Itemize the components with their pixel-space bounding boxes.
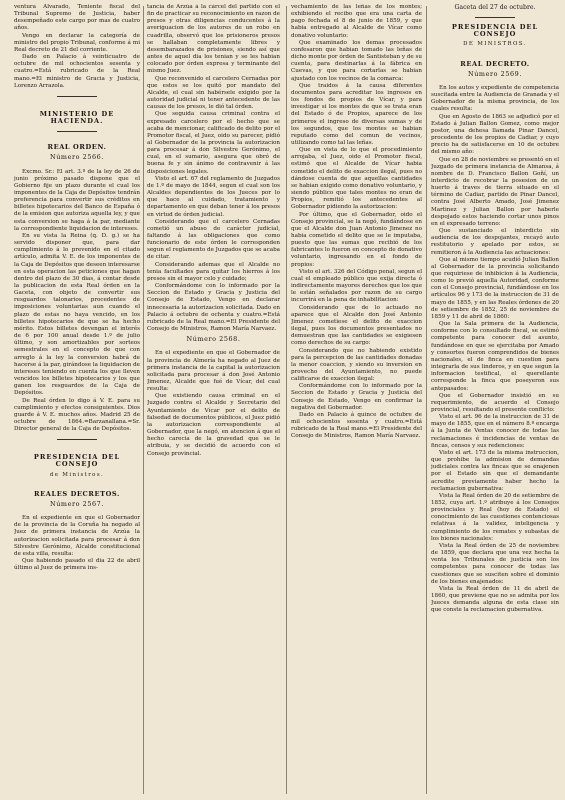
separator [57,439,97,440]
decree-number: Número 2569. [468,69,522,78]
decree-number: Número 2568. [186,335,241,344]
paragraph: Vista la Real órden de 11 de abril de 1860, que previene que no se admita por los Jueces demanda alguna de esta clase sin que conste la reclamacion gubernativa. [431,585,559,614]
paragraph: En los autos y expediente de competencia suscitada entre la Audiencia de Granada y el Gobernador de la misma provincia, de los cuales resulta: [431,84,559,113]
paragraph: Por último, que el Gobernador, oido el Consejo provincial, se la negó, fundándose en que el Alcalde don Juan Antonio Jimenez no habia cometido el delito que se le imputaba, puesto que las sumas que recibió de los fabricantes lo fueron en concepto de donativo voluntario, ingresando en el fondo de propios: [291,211,422,268]
paragraph: Que en 28 de noviembre se presentó en el Juzgado de primera instancia de Almansa, á nombre de D. Francisco Ballon Goñí, un interdicto de recobrar la posesion de un huerto á traves de tierra situado en el término de Cadiar, partido de Pinar Dancel, contra José Alberto Amado, José Jimenez Martinez y Julian Ballon por haberle despojado estos haciendo cortar unos pinos en el expresado terreno: [431,156,559,227]
column-rule [426,6,427,794]
paragraph: De Real órden lo digo á V. E. para su cumplimiento y efectos consiguientes. Dios guarde á V. E. muchos años. Madrid 25 de octubre de 1864.=Barzanallana.=Sr. Director general de la Caja de Depósitos. [14,397,140,433]
paragraph: Vista la Real órden de 25 de noviembre de 1859, que declara que una vez hecha la venta los Tribunales de justicia son los competentes para conocer de todas las cuestiones que se susciten sobre el dominio de los bienes enajenados: [431,542,559,585]
paragraph: Que al mismo tiempo acudió Julian Ballon al Gobernador de la provincia solicitando que requiriese de inhibicion á la Audiencia, como lo previó aquella Autoridad, conforme con el Consejo provincial, fundándose en los artículos 96 y 173 de la instruccion de 31 de mayo de 1855, y en las Reales órdenes de 20 de setiembre de 1852, 25 de noviembre de 1859 y 11 de abril de 1860: [431,256,559,320]
decree-heading: REALES DECRETOS. [34,489,120,498]
paragraph: Considerando que de lo actuado no aparece que el Alcalde don José Antonio Jimenez cometiese el delito de exaccion ilegal, pues los documentos presentados no demuestran que las cantidades se exigiesen como derechos de su cargo: [291,304,422,347]
paragraph: Que existiendo causa criminal en el Juzgado contra el Alcalde y Secretario del Ayuntamiento de Vícar por el delito de falsedad de documentos públicos, el Juez pidió la autorizacion correspondiente al Gobernador, que la negó, en atencion á que el hecho carecia de la gravedad que se le atribuia, y se decidió de acuerdo con el Consejo provincial. [147,393,280,457]
paragraph: Que el Gobernador insistió en su requerimiento, de acuerdo el Consejo provincial, resultando el presente conflicto: [431,392,559,413]
section-heading: PRESIDENCIA DEL CONSEJO [451,23,539,39]
paragraph: Visto el art. 96 de la instruccion de 31 de mayo de 1855, que en el número 8.º encarga á la Junta de Ventas conocer de todas las reclamaciones é incidencias de ventas de fincas, censos y sus redenciones: [431,414,559,449]
column-rule [143,6,144,794]
paragraph: Conformándome con lo informado por la Seccion de Estado y Gracia y Justicia del Consejo de Estado, Vengo en declarar innecesaria la autorizacion solicitada. Dado en Palacio á octubre de ochenta y cuatro.=Está rubricado de la Real mano.=El Presidente del Consejo de Ministros, Ramon María Narvaez. [147,283,280,333]
paragraph: Excmo. Sr.: El art. 3.º de la ley de 26 de junio próximo pasado dispone que el Gobierno fije un plazo durante el cual los imponentes de la Caja de Depósitos tendrán preferencia para convertir sus créditos en billetes hipotecarios del Banco de España ó de la emision que autoriza aquella ley, y que esta conversion se haga á la par, mediante la correspondiente liquidacion de intereses. [14,168,140,232]
separator [57,96,97,97]
column-rule [286,6,287,794]
paragraph: Visto el art. 67 del reglamento de Juzgados de 1.º de mayo de 1844, segun el cual son los Alcaldes dependientes de los Jueces por lo que hace al cuidado, tratamiento y departamento en que deban tener á los presos en virtud de órden judicial. [147,175,280,218]
paragraph: Considerando ademas que el Alcalde no tenia facultades para quitar los hierros á los presos sin el mayor celo y cuidado; [147,261,280,282]
paragraph: Visto el art. 326 del Código penal, segun el cual el empleado público que exija directa ó indirectamente mayores derechos que los que le están señalados por razon de su cargo incurrirá en la pena de inhabilitacion: [291,268,422,304]
paragraph: Que reconvenido el carcelero Cernadas por que estos se los quitó por mandato del Alcalde, el cual sin habérsele exigido por la autoridad judicial ni tener antecedente de las causas de los presos, le dió tal órden. [147,75,280,111]
issue-dateline: Gaceta del 27 de octubre. [454,4,536,11]
paragraph: tancia de Arzúa á la cárcel del partido con el fin de practicar su reconocimiento en razon de presos y otras diligencias conducentes á la averiguacion de los autores de un robo en cuadrilla, observó que los prisioneros presos se hallaban completamente libres y desembarazados de prisiones, siendo así que antes de aquel dia los tenian y se les habian colocado por órden expresa y terminante del mismo Juez. [147,4,280,75]
order-heading: REAL ORDEN. [47,143,107,152]
decree-number: Número 2567. [50,499,104,508]
paragraph: En el expediente en que el Gobernador de la provincia de Almería ha negado al Juez de primera instancia de la capital la autorizacion solicitada para procesar á don José Antonio Jimenez, Alcalde que fué de Vícar, del cual resulta: [147,350,280,393]
section-heading: MINISTERIO DE HACIENDA. [39,109,115,126]
paragraph: En su vista la Reina (q. D. g.) se ha servido disponer que, para dar cumplimiento á lo prevenido en el citado artículo, admita V. E. de los imponentes de la Caja de Depósitos que deseen interesarse en esta operacion las peticiones que hagan dentro del plazo de 30 dias, á contar desde la publicacion de esta Real órden en la Gaceta, con objeto de convertir sus resguardos talonarios, procedentes de imposiciones voluntarias aun cuando el plazo de estas no haya vencido, en los billetes hipotecarios de que se ha hecho mérito. Estos billetes devengan el interés de 6 por 100 anual desde 1.º de julio último, y son amortizables por sorteos semestrales en el concepto de que con arreglo á la ley la conversion habrá de hacerse á la par, girándose la liquidacion de intereses teniendo en cuenta los que lleven vencidos los billetes hipotecarios y los que ganen los resguardos de la Caja de Depósitos. [14,232,140,397]
separator [475,17,515,18]
column-4 [431,4,559,796]
paragraph: Que traidos á la causa diferentes documentos para acreditar los ingresos en los fondos de propios de Vícar, y para investigar si los montes de que se trata eran del Estado ó de Propios, aparece de los primeros el ingreso de diversas sumas y de los segundos, que los montes se habian reputado como del comun de vecinos, utilizando como tal las leñas. [291,82,422,146]
paragraph: Vengo en declarar la categoría de ministro del propio Tribunal, conforme á mi Real decreto de 21 del corriente. [14,32,140,53]
order-number: Número 2566. [50,153,104,162]
paragraph: Que examinado los demas procesados confesaron que habian tomado las leñas de dicho monte por órden de Santisteban y de su cuenta, para destinarlas á la fábrica en Cuevas, y que para cortarlas se habian ajustado con los vecinos de la comarca: [291,39,422,82]
column-2 [147,4,280,796]
section-subheading: DE MINISTROS. [463,41,527,48]
paragraph: En el expediente en que el Gobernador de la provincia de la Coruña ha negado al Juez de primera instancia de Arzúa la autorizacion solicitada para procesar á don Silvestre Gerónimo, Alcalde constitucional de esta villa, resulta: [14,515,140,557]
section-subheading: de Ministros. [49,471,105,478]
paragraph: Que sustanciado el interdicto sin audiencia de los despojantes, recayó auto restitutorio y apelado por estos, se remitieron á la Audiencia las actuaciones: [431,228,559,256]
paragraph: Dado en Palacio á veinticuatro de octubre de mil ochocientos sesenta y cuatro.=Está rubricado de la Real mano.=El ministro de Gracia y Justicia, Lorenzo Arrazola. [14,54,140,89]
column-3 [291,4,422,796]
paragraph: Que seguida causa criminal contra el expresado carcelero por el hecho que se acaba de mencionar, calificado de delito por el Promotor fiscal, el Juez, oido su parecer, pidió al Gobernador de la provincia la autorizacion para procesar á don Silvestre Gerónimo, el cual, en el sumario, asegura que obró de buena fe y sin ánimo de contravenir á las disposiciones legales. [147,111,280,175]
paragraph: Vista la Real órden de 20 de setiembre de 1852, cuya art. 1.º atribuye á los Consejos provinciales y Real (hoy de Estado) el conocimiento de las cuestiones contenciosas relativas á la validez, inteligencia y cumplimiento de los remates y subastas de los bienes nacionales: [431,492,559,542]
paragraph: ventura Alvarado, Teniente fiscal del Tribunal Supremo de Justicia, haber desempeñado este cargo por mas de cuatro años. [14,4,140,32]
decree-heading: REAL DECRETO. [460,59,530,68]
column-1 [14,4,140,796]
paragraph: Dado en Palacio á quince de octubre de mil ochocientos sesenta y cuatro.=Está rubricado de la Real mano.=El Presidente del Consejo de Ministros, Ramon María Narvaez. [291,411,422,440]
paragraph: vechamiento de las leñas de los montes; exhibiendo el recibo que era una carta de pago fechada el 8 de junio de 1859, y que habia entregado al Alcalde de Vícar como donativo voluntario: [291,4,422,39]
paragraph: Que en vista de lo que el procedimiento arrojaba, el Juez, oido el Promotor fiscal, estimó que el Alcalde de Vícar habia cometido el delito de exaccion ilegal, pues no dándose cuenta de que aquellas cantidades se habian exigido como donativo voluntario, y siendo público que tales montes no eran de Propios, remitió los antecedentes al Gobernador pidiendo la autorizacion: [291,147,422,211]
section-heading: PRESIDENCIA DEL CONSEJO [33,453,121,469]
paragraph: Que la Sala primera de la Audiencia, conforme con lo consultado fiscal, se estimó competente para conocer del asunto, fundándose en que se ejercitaba por Amado y consortes fueron comprendidos de bienes nacionales, el de finca en cuestion para integrarla de sus linderos, y en que segun la informacion testifical, el querellante corresponde la finca que poseyeron sus antepasados: [431,321,559,392]
paragraph: Considerando que no habiendo existido para la percepcion de las cantidades donadas la menor coaccion, y siendo su inversion en provecho del Ayuntamiento, no puede calificarse de exaccion ilegal: [291,347,422,383]
paragraph: Que en Agosto de 1863 se adjudicó por el Estado á Julian Ballon Gomez, como mejor postor, una dehesa llamada Pinar Dancel, procedente de los propios de Cadiar, y cuyo precio ha de satisfacerse en 10 de octubre del mismo año: [431,113,559,156]
paragraph: Visto el art. 173 de la misma instruccion, que prohibe la admision de demandas judiciales contra las fincas que se enajenen por el Estado sin que el demandante acredite previamente haber hecho la reclamacion gubernativa: [431,449,559,492]
paragraph: Considerando que el carcelero Cernadas cometió un abuso de carácter judicial, faltando á las obligaciones que como funcionario de este órden le corresponden segun el reglamento de Juzgados que se acaba de citar. [147,218,280,261]
paragraph: Conformándome con lo informado por la Seccion de Estado y Gracia y Justicia del Consejo de Estado, Vengo en confirmar la negativa del Gobernador. [291,383,422,411]
separator [57,131,97,132]
paragraph: Que habiendo pasado el dia 22 de abril último al Juez de primera ins- [14,558,140,572]
